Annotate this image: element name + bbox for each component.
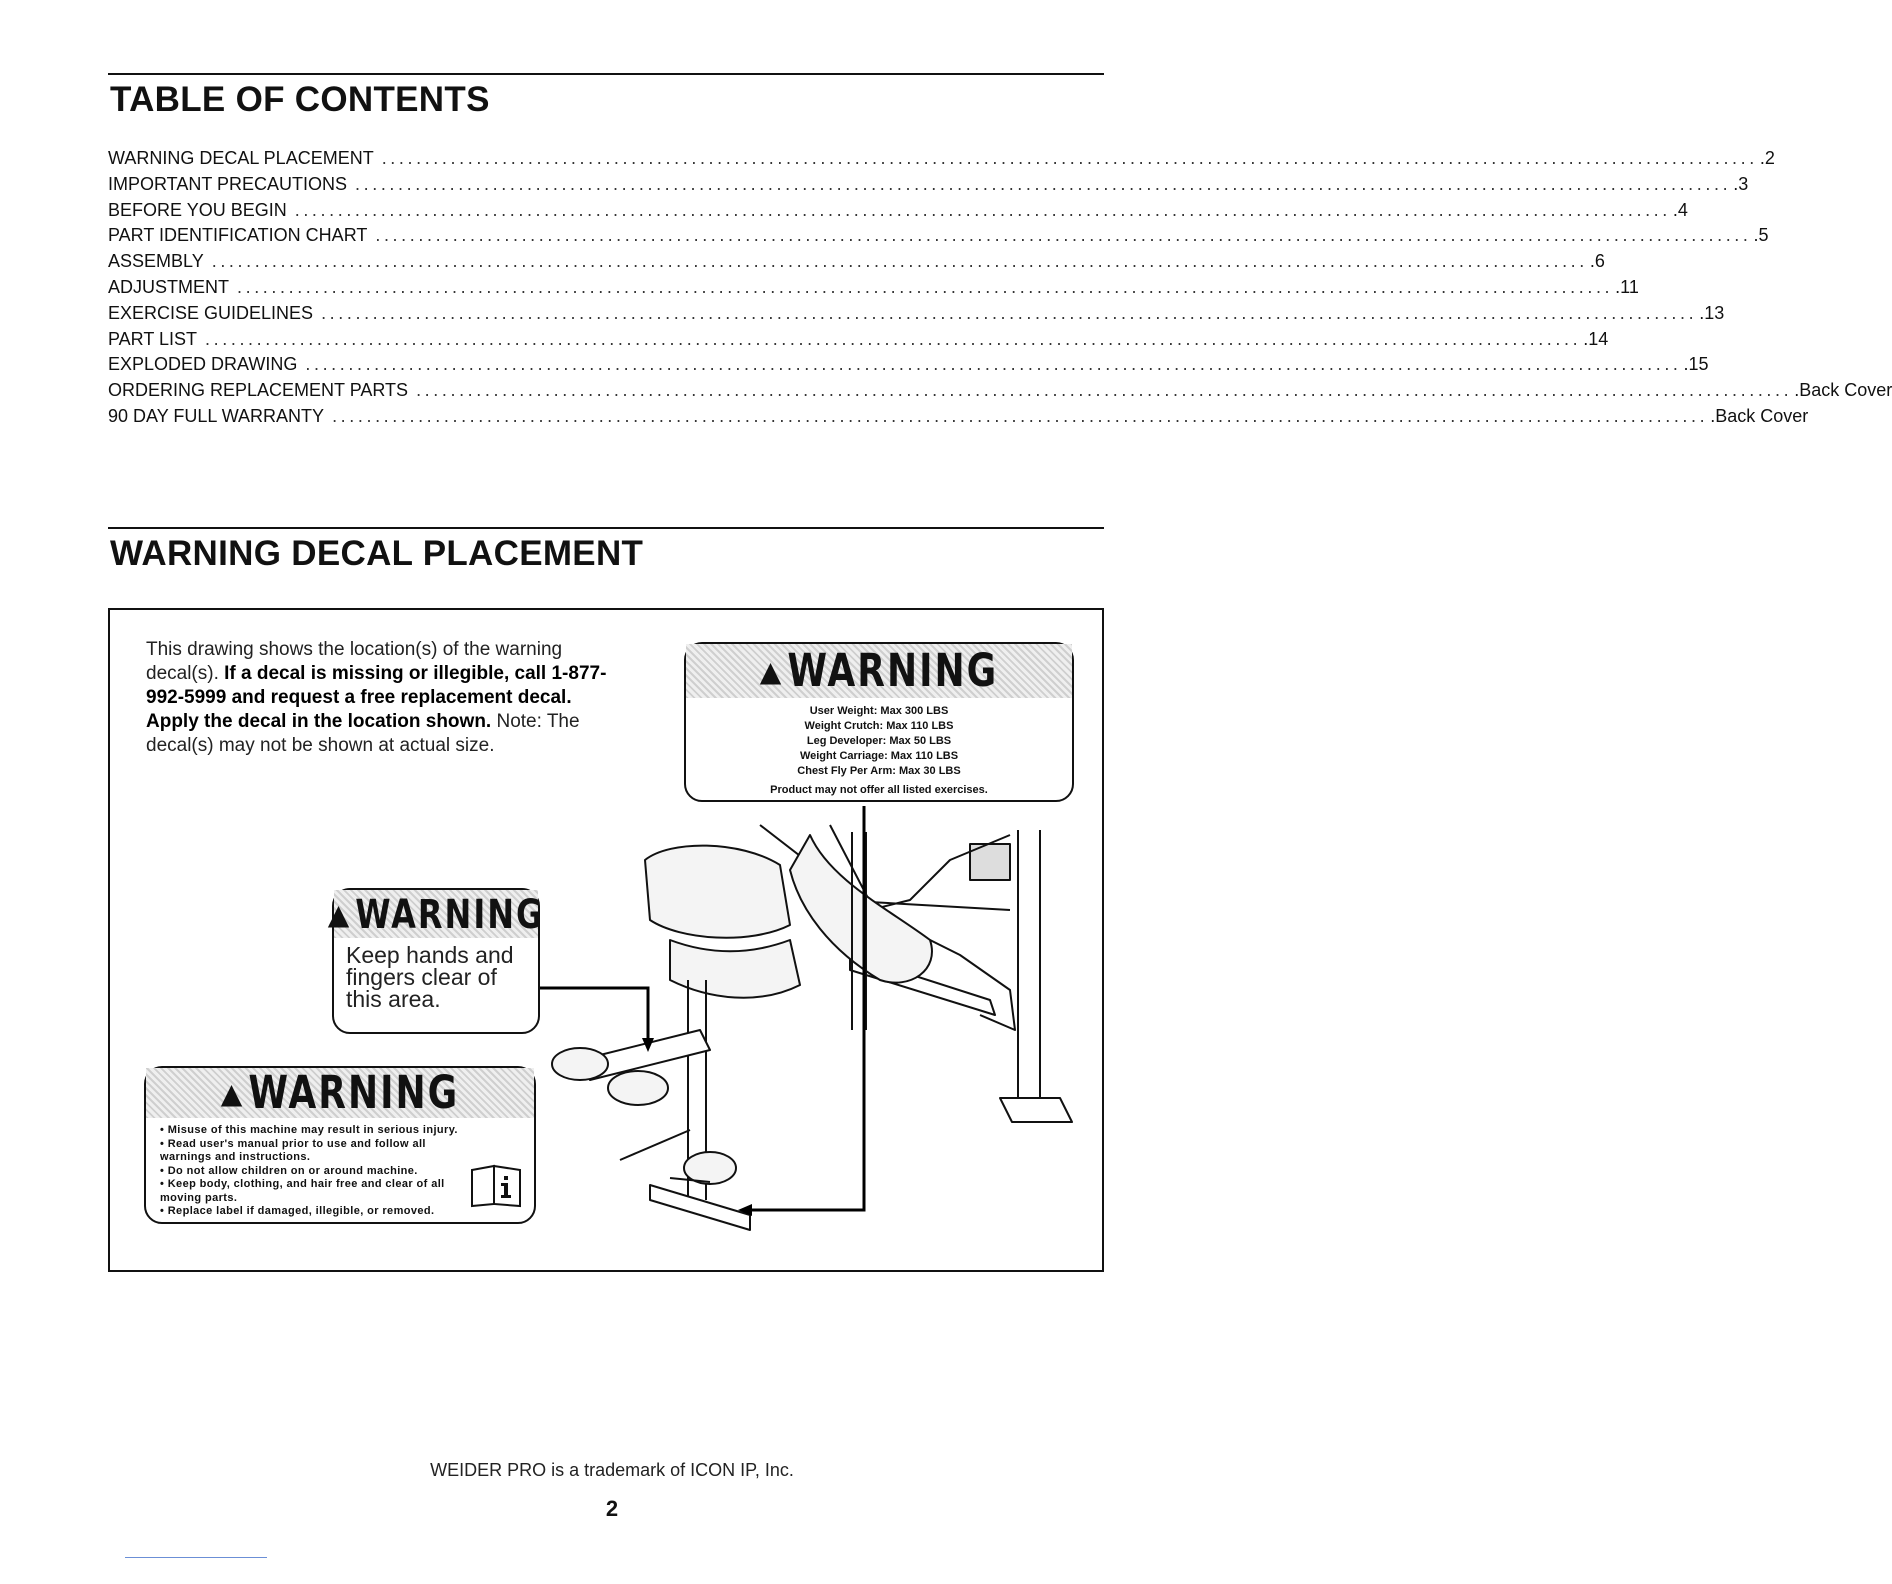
hands-clear-decal-header (327, 890, 545, 938)
toc-entry-label: IMPORTANT PRECAUTIONS (108, 173, 348, 194)
misuse-list (146, 1124, 470, 1219)
hands-clear-decal (327, 888, 545, 1034)
toc-entry-label: BEFORE YOU BEGIN (108, 199, 287, 220)
misuse-item: • Replace label if damaged, illegible, or removed. (160, 1205, 435, 1217)
toc-entry-page: .Back Cover (1794, 380, 1892, 401)
warning-triangle-icon: ▲ (327, 897, 352, 931)
warning-triangle-icon: ▲ (759, 654, 784, 688)
intro-text-bold: If a decal is missing or illegible, call 1-877-992-5999 and request a free replacement decal. Apply the decal in the location shown. (146, 663, 607, 732)
toc-entry[interactable] (108, 301, 1725, 327)
toc-entry[interactable] (108, 249, 1605, 275)
weight-limit-list (686, 704, 1072, 779)
toc-leader-dots: ................................................................................................................................................................ (305, 354, 1682, 375)
weight-limit-decal-header (686, 644, 1072, 698)
toc-list (108, 146, 1892, 430)
toc-entry-page: .3 (1733, 173, 1749, 194)
toc-entry-page: .5 (1753, 225, 1769, 246)
page-number: 2 (605, 1496, 619, 1521)
toc-entry[interactable] (108, 352, 1709, 378)
misuse-item: • Do not allow children on or around machine. (160, 1164, 418, 1177)
toc-leader-dots: ................................................................................................................................................................ (237, 276, 1614, 297)
toc-entry[interactable] (108, 146, 1775, 172)
toc-entry-page: .14 (1583, 328, 1609, 349)
toc-leader-dots: ................................................................................................................................................................ (332, 405, 1709, 426)
toc-entry-page: .11 (1615, 276, 1639, 297)
misuse-item: • Misuse of this machine may result in serious injury. (160, 1124, 458, 1136)
toc-leader-dots: ................................................................................................................................................................ (294, 199, 1671, 220)
toc-entry[interactable] (108, 378, 1892, 404)
toc-entry[interactable] (108, 404, 1809, 430)
decal-figure-frame (108, 608, 1104, 1272)
toc-leader-dots: ................................................................................................................................................................ (321, 302, 1698, 323)
misuse-decal (144, 1066, 536, 1224)
toc-leader-dots: ................................................................................................................................................................ (416, 380, 1793, 401)
weight-limit-decal-heading: WARNING (787, 645, 999, 697)
weight-limit-item: Leg Developer: Max 50 LBS (806, 735, 952, 747)
toc-entry-label: WARNING DECAL PLACEMENT (108, 148, 374, 168)
toc-entry[interactable] (108, 198, 1688, 224)
read-manual-icon (470, 1164, 522, 1208)
hands-clear-decal-heading: WARNING (355, 890, 545, 938)
misuse-item: • Keep body, clothing, and hair free and clear of all moving parts. (160, 1178, 445, 1204)
toc-entry[interactable] (108, 223, 1769, 249)
misuse-item: • Read user's manual prior to use and follow all warnings and instructions. (160, 1137, 426, 1163)
trademark-notice: WEIDER PRO is a trademark of ICON IP, Inc. (430, 1460, 794, 1480)
toc-entry-label: ASSEMBLY (108, 251, 204, 272)
decal-section-title: WARNING DECAL PLACEMENT (110, 534, 644, 573)
toc-title: TABLE OF CONTENTS (110, 80, 490, 119)
weight-limit-note: Product may not offer all listed exercises. (770, 784, 988, 796)
warning-triangle-icon: ▲ (220, 1076, 245, 1110)
toc-leader-dots: ................................................................................................................................................................ (381, 148, 1758, 168)
toc-entry-page: .4 (1672, 199, 1688, 220)
decal-section-rule (108, 527, 1104, 529)
intro-text-1: This drawing shows the location(s) of the warning decal(s). (146, 639, 563, 684)
toc-entry-label: EXPLODED DRAWING (108, 354, 298, 375)
weight-limit-item: Chest Fly Per Arm: Max 30 LBS (797, 765, 961, 777)
toc-entry-page: .15 (1683, 354, 1709, 375)
weight-limit-item: Weight Crutch: Max 110 LBS (804, 720, 954, 732)
toc-top-rule (108, 73, 1104, 75)
weight-limit-item: User Weight: Max 300 LBS (809, 705, 949, 717)
weight-limit-item: Weight Carriage: Max 110 LBS (799, 750, 959, 762)
toc-entry-page: .Back Cover (1710, 405, 1809, 426)
toc-entry-page: .6 (1589, 251, 1605, 272)
toc-entry-label: EXERCISE GUIDELINES (108, 302, 314, 323)
footer-rule (125, 1557, 267, 1558)
weight-limit-decal (684, 642, 1074, 802)
toc-entry-label: ORDERING REPLACEMENT PARTS (108, 380, 409, 401)
toc-entry-page: .2 (1759, 148, 1775, 168)
toc-entry[interactable] (108, 327, 1609, 353)
toc-entry-label: PART LIST (108, 328, 198, 349)
intro-text-2: Note: The decal(s) may not be shown at actual size. (146, 711, 580, 756)
toc-entry-label: ADJUSTMENT (108, 276, 229, 297)
toc-leader-dots: ................................................................................................................................................................ (211, 251, 1588, 272)
toc-leader-dots: ................................................................................................................................................................ (205, 328, 1582, 349)
toc-leader-dots: ................................................................................................................................................................ (355, 173, 1732, 194)
toc-entry-label: 90 DAY FULL WARRANTY (108, 405, 325, 426)
misuse-decal-header (146, 1068, 534, 1118)
toc-entry-label: PART IDENTIFICATION CHART (108, 225, 368, 246)
hands-clear-text: Keep hands and fingers clear of this area. (346, 942, 514, 1012)
toc-entry-page: .13 (1699, 302, 1725, 323)
toc-entry[interactable] (108, 275, 1639, 301)
toc-entry[interactable] (108, 172, 1749, 198)
misuse-decal-heading: WARNING (248, 1067, 460, 1119)
toc-leader-dots: ................................................................................................................................................................ (375, 225, 1752, 246)
